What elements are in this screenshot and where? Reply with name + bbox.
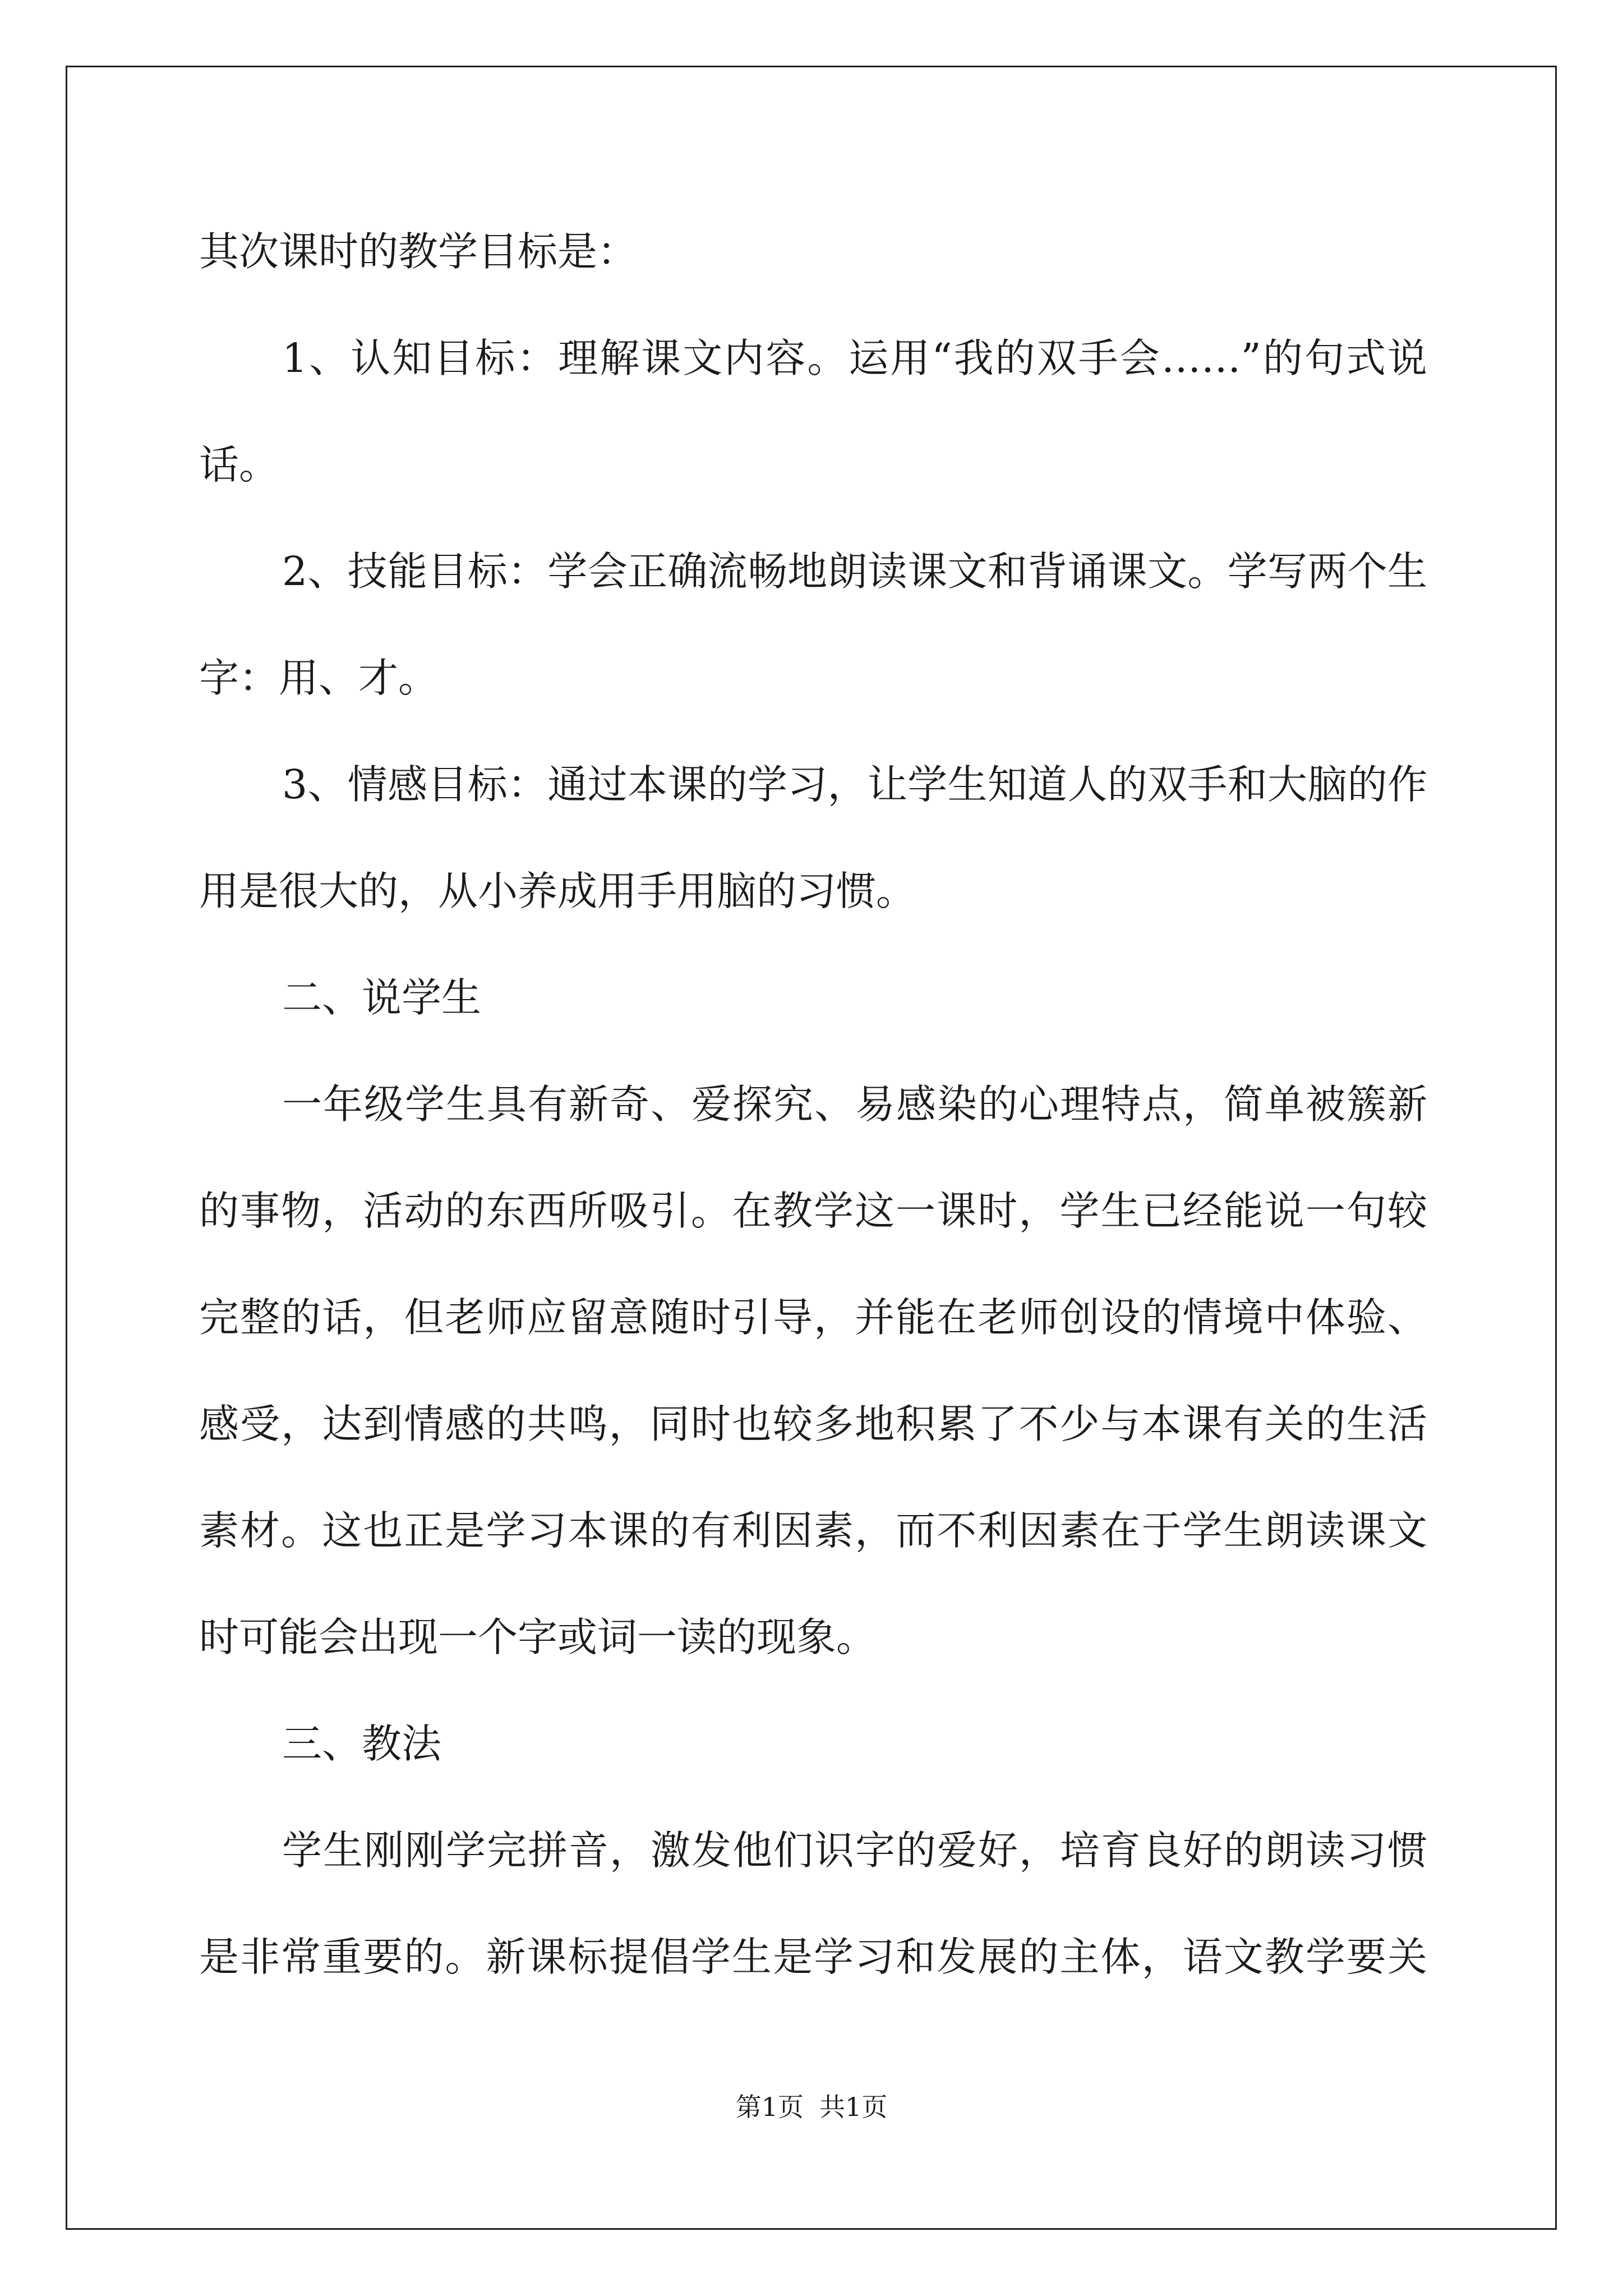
text-line: 2、技能目标：学会正确流畅地朗读课文和背诵课文。学写两个生 [282,548,1427,595]
page-border [66,66,1557,2230]
page-total: 共1页 [819,2092,888,2122]
section-heading: 二、说学生 [282,974,482,1021]
text-line: 学生刚刚学完拼音，激发他们识字的爱好，培育良好的朗读习惯 [282,1827,1427,1874]
text-line: 其次课时的教学目标是： [199,228,638,275]
page-footer [0,2090,1623,2124]
section-heading: 三、教法 [282,1720,442,1767]
text-line: 话。 [199,441,279,488]
text-line: 感受，达到情感的共鸣，同时也较多地积累了不少与本课有关的生活 [199,1401,1427,1447]
text-line: 字：用、才。 [199,655,439,701]
text-line: 是非常重要的。新课标提倡学生是学习和发展的主体，语文教学要关 [199,1934,1427,1980]
text-line: 完整的话，但老师应留意随时引导，并能在老师创设的情境中体验、 [199,1294,1427,1341]
page-number: 第1页 [735,2092,804,2122]
text-line: 的事物，活动的东西所吸引。在教学这一课时，学生已经能说一句较 [199,1188,1427,1234]
text-line: 1、认知目标：理解课文内容。运用“我的双手会……”的句式说 [282,335,1427,381]
text-line: 用是很大的，从小养成用手用脑的习惯。 [199,868,916,914]
text-line: 一年级学生具有新奇、爱探究、易感染的心理特点，简单被簇新 [282,1081,1427,1128]
text-line: 素材。这也正是学习本课的有利因素，而不利因素在于学生朗读课文 [199,1507,1427,1554]
text-line: 3、情感目标：通过本课的学习，让学生知道人的双手和大脑的作 [282,761,1427,808]
text-line: 时可能会出现一个字或词一读的现象。 [199,1614,877,1660]
